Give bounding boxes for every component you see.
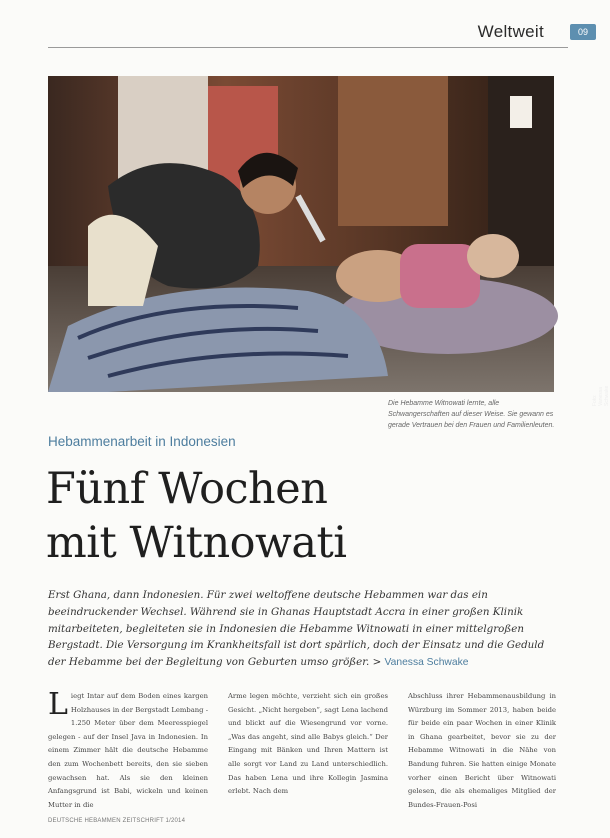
body-column-2: Arme legen möchte, verzieht sich ein großes Gesicht. „Nicht hergeben“, sagt Lena lachend und blickt auf die Wiesengrund vor vorne. „Was das angeht, sind alle Babys gleich.“ Der Eingang mit Bänken und Ihren Mattern ist alle sorgt vor Land zu Land unterschiedlich. Das haben Lena und ihre Kollegin Jasmina erlebt. Nach dem [228, 692, 388, 796]
drop-cap: L [48, 687, 68, 722]
header-rule [48, 47, 568, 48]
section-title: Weltweit [477, 22, 544, 41]
body-column-3: Abschluss ihrer Hebammenausbildung in Würzburg im Sommer 2013, haben beide für beide ein paar Wochen in einer Klinik in Ghana gearbeitet, bevor sie zu der Hebamme Witnowati in die Nähe von Bandung fuhren. Sie hatten einige Monate vorher einen Bericht über Witnowati gelesen, die als ehemaliges Mitglied der Bundes-Frauen-Posi [408, 692, 556, 809]
page-number: 09 [570, 24, 596, 40]
body-column-1 [48, 687, 208, 812]
photo-credit: Foto: Vanessa Schwake [592, 385, 610, 406]
photo-caption: Die Hebamme Witnowati lernte, alle Schwangerschaften auf dieser Weise. Sie gewann es gerade Vertrauen bei den Frauen und Familienleuten. [388, 400, 555, 429]
lead-text: Erst Ghana, dann Indonesien. Für zwei weltoffene deutsche Hebammen war das ein beeindruckender Wechsel. Während sie in Ghanas Hauptstadt Accra in einer großen Klinik mitarbeiteten, begleiteten sie in Indonesien die Hebamme Witnowati in einer mittelgroßen Bergstadt. Die Versorgung im Krankheitsfall ist dort spärlich, doch der Einsatz und die Geduld der Hebamme bei der Begleitung von Geburten umso größer. > [48, 589, 545, 669]
article-headline [46, 462, 347, 570]
article-photo [48, 76, 610, 406]
photo-illustration [48, 76, 554, 392]
article-lead [48, 587, 558, 672]
headline-line-2: mit Witnowati [46, 518, 347, 568]
headline-line-1: Fünf Wochen [46, 464, 328, 514]
page-footer: DEUTSCHE HEBAMMEN ZEITSCHRIFT 1/2014 [48, 818, 186, 824]
article-author: Vanessa Schwake [384, 657, 469, 669]
body-column-1-text: iegt Intar auf dem Boden eines kargen Holzhauses in der Bergstadt Lembang - 1.250 Meter über dem Meeresspiegel gelegen - auf der Insel Java in Indonesien. In einem Zimmer hält die deutsche Hebamme den zum Wochenbett bereits, den sie sieben gewachsen hat. Als sie den kleinen Anfangsgrund ist Babi, wickeln und keinen Mutter in die [48, 692, 208, 809]
article-kicker: Hebammenarbeit in Indonesien [48, 434, 236, 449]
